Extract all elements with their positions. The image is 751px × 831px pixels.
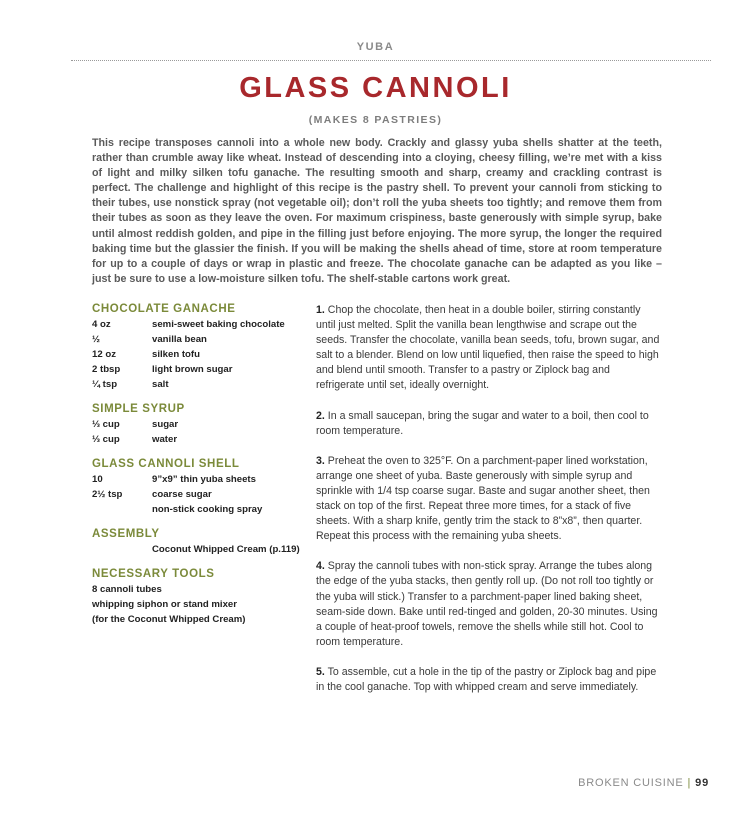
step-text: Spray the cannoli tubes with non-stick spray. Arrange the tubes along the edge of the yuba stacks, then gently roll up. (Do not roll too tightly or the yuba will stick.) Transfer to a parchment-paper lined baking sheet, seam-side down. Bake until red-tinged and golden, 20-30 minutes. Using a couple of heat-proof towels, remove the shells while still hot. Cool to room temperature. [316,560,658,648]
shell-heading: GLASS CANNOLI SHELL [92,458,240,470]
ingredient-row [92,432,302,447]
step-number: 4. [316,560,325,573]
step-3 [316,454,661,545]
step-text: To assemble, cut a hole in the tip of the pastry or Ziplock bag and pipe in the cool ganache. Top with whipped cream and serve immediately. [316,665,657,693]
page-number: 99 [695,777,709,789]
assembly-section [92,528,302,557]
step-text: Preheat the oven to 325°F. On a parchment-paper lined workstation, arrange one sheet of yuba. Baste generously with simple syrup and sprinkle with 1/4 tsp coarse sugar. Baste and sugar another sheet, then stack on top of the first. Repeat three more times, for a stack of five sheets. With a sharp knife, gently trim the stack to 8”x8”, then quarter. Repeat this process with the remaining yuba sheets. [316,454,650,543]
ingredient-qty: 12 oz [92,349,116,360]
steps-column [316,303,661,710]
ingredient-name: semi-sweet baking chocolate [152,319,285,330]
footer-separator: | [687,777,692,789]
page-footer [578,777,709,789]
syrup-section [92,403,302,447]
step-text: Chop the chocolate, then heat in a double boiler, stirring constantly until just melted. Split the vanilla bean lengthwise and scrape out the seeds. Transfer the chocolate, vanilla bean seeds, tofu, brown sugar, and salt to a blender. Blend on low until liquefied, then raise the speed to high and blend until smooth. Transfer to a pastry or Ziplock bag and refrigerate until set, ideally overnight. [316,304,660,392]
step-2 [316,409,661,439]
ganache-heading: CHOCOLATE GANACHE [92,303,236,315]
ingredient-name: vanilla bean [152,334,207,345]
tools-heading: NECESSARY TOOLS [92,568,215,580]
ingredient-row [92,472,302,487]
step-text: In a small saucepan, bring the sugar and water to a boil, then cool to room temperature. [316,409,649,437]
ingredient-name: sugar [152,419,179,430]
ingredient-name: coarse sugar [152,489,212,500]
dotted-divider [71,60,711,61]
step-number: 2. [316,409,325,422]
ingredient-row [92,502,302,517]
recipe-intro: This recipe transposes cannoli into a whole new body. Crackly and glassy yuba shells shatter at the teeth, rather than crumble away like wheat. Instead of descending into a cloying, cheesy filling, we’re met with a kiss of light and milky silken tofu ganache. The resulting smooth and sharp, creamy and crackling contrast is perfect. The challenge and highlight of this recipe is the pastry shell. To prevent your cannoli from sticking to their tubes, use nonstick spray (not vegetable oil); don’t roll the yuba sheets too tightly; and remove them from their tubes as soon as they leave the oven. For maximum crispiness, baste generously with simple syrup, bake until almost reddish golden, and pipe in the filling just before enjoying. The more syrup, the longer the required baking time but the glassier the finish. If you will be making the shells ahead of time, store at room temperature for up to a couple of days or wrap in plastic and freeze. The chocolate ganache can be adapted as you like – just be sure to use a low-moisture silken tofu. The shelf-stable cartons work great. [92,137,662,285]
step-4 [316,559,661,650]
ingredient-qty: ⅓ cup [92,434,120,445]
syrup-heading: SIMPLE SYRUP [92,403,185,415]
tool-item: 8 cannoli tubes [92,584,162,595]
tool-item: whipping siphon or stand mixer [92,599,237,610]
ganache-section [92,303,302,392]
ingredient-name: water [152,434,178,445]
ingredient-row [92,362,302,377]
assembly-heading: ASSEMBLY [92,528,160,540]
ingredient-row [92,487,302,502]
ingredient-qty: 2½ tsp [92,489,123,500]
running-head: YUBA [356,41,395,53]
tools-section [92,568,302,627]
step-number: 5. [316,665,325,678]
ingredient-name: silken tofu [152,349,200,360]
ingredient-name: Coconut Whipped Cream (p.119) [152,544,300,555]
recipe-title: GLASS CANNOLI [239,72,512,104]
ingredient-row [92,377,302,392]
ingredient-qty [92,502,152,517]
tool-item: (for the Coconut Whipped Cream) [92,614,246,625]
ingredient-qty: 2 tbsp [92,364,121,375]
ingredient-qty: 4 oz [92,319,111,330]
step-1 [316,303,661,394]
step-5 [316,665,661,695]
ingredient-name: non-stick cooking spray [152,504,263,515]
step-number: 1. [316,304,325,316]
ingredient-row [92,317,302,332]
ingredient-name: 9”x9” thin yuba sheets [152,474,256,485]
ingredient-row [92,332,302,347]
ingredient-qty: ⅓ cup [92,419,120,430]
ingredient-row [92,417,302,432]
shell-section [92,458,302,517]
step-number: 3. [316,454,325,467]
ingredients-column [92,303,302,638]
ingredient-qty [92,542,152,557]
ingredient-name: light brown sugar [152,364,233,375]
ingredient-qty: ¼ tsp [92,379,118,390]
ingredient-row [92,347,302,362]
ingredient-row [92,542,302,557]
ingredient-qty: 10 [92,474,103,485]
ingredient-qty: ½ [92,334,101,345]
ingredient-name: salt [152,379,169,390]
recipe-yield: (MAKES 8 PASTRIES) [308,114,443,126]
book-title: BROKEN CUISINE [578,777,684,789]
